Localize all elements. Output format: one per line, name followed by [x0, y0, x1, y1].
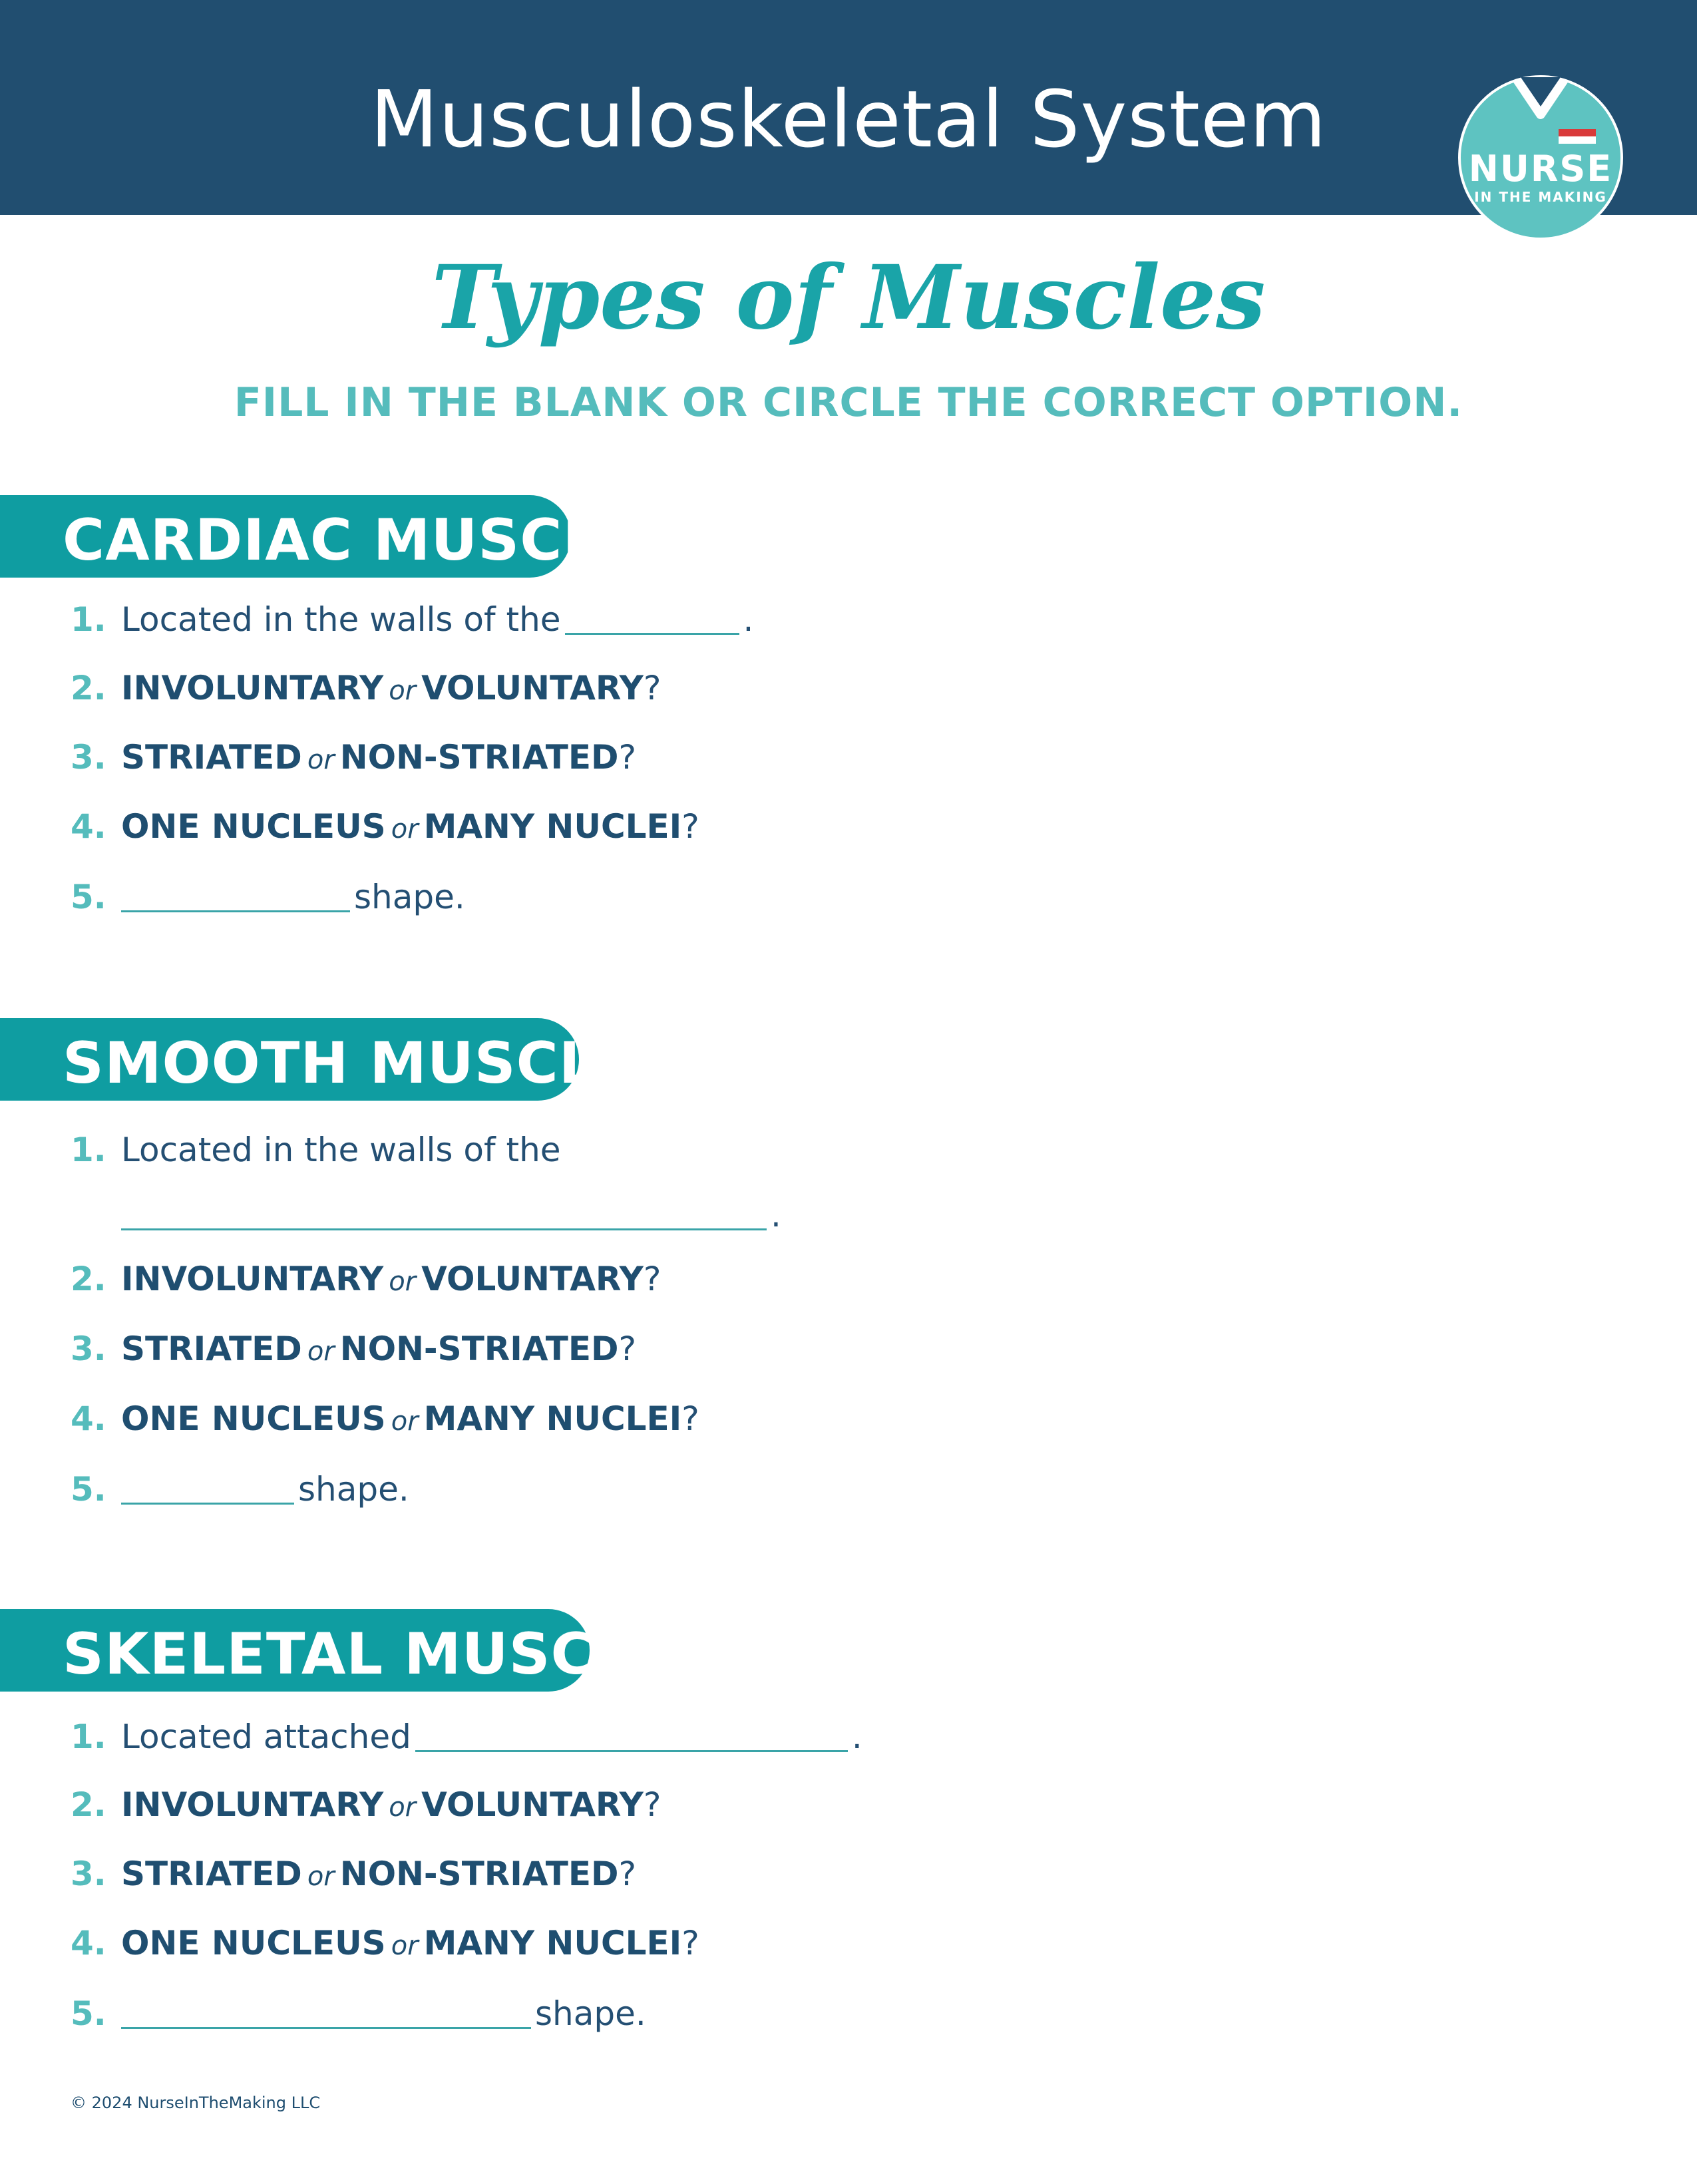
question-skeletal-5: [71, 1987, 646, 2040]
option-involuntary[interactable]: INVOLUNTARY: [121, 1260, 384, 1298]
option-voluntary[interactable]: VOLUNTARY: [421, 1260, 644, 1298]
option-non-striated[interactable]: NON-STRIATED: [339, 1855, 619, 1893]
option-non-striated[interactable]: NON-STRIATED: [339, 1330, 619, 1368]
question-cardiac-1: [71, 593, 753, 646]
option-one-nucleus[interactable]: ONE NUCLEUS: [121, 1924, 386, 1962]
punctuation: ?: [681, 807, 699, 846]
option-striated[interactable]: STRIATED: [121, 738, 302, 777]
instructions: FILL IN THE BLANK OR CIRCLE THE CORRECT OPTION.: [234, 379, 1463, 426]
option-striated[interactable]: STRIATED: [121, 1855, 302, 1893]
question-number: 1.: [71, 600, 106, 639]
answer-blank[interactable]: [121, 1503, 294, 1505]
option-one-nucleus[interactable]: ONE NUCLEUS: [121, 807, 386, 846]
question-number: 2.: [71, 1785, 106, 1824]
section-title: CARDIAC MUSCLE: [63, 507, 640, 574]
question-smooth-1: [71, 1123, 561, 1177]
option-many-nuclei[interactable]: MANY NUCLEI: [423, 1924, 682, 1962]
question-skeletal-4: [71, 1916, 699, 1970]
option-voluntary[interactable]: VOLUNTARY: [421, 669, 644, 707]
question-smooth-4: [71, 1392, 699, 1445]
question-skeletal-1: [71, 1710, 862, 1763]
question-text: shape.: [535, 1994, 646, 2033]
section-header-cardiac: [0, 495, 640, 578]
logo-subtext: IN THE MAKING: [1474, 189, 1607, 205]
section-title: SKELETAL MUSCLE: [63, 1621, 671, 1688]
question-smooth-1-blank: [71, 1188, 781, 1242]
option-involuntary[interactable]: INVOLUNTARY: [121, 669, 384, 707]
or-connector: or: [307, 1336, 335, 1367]
question-cardiac-3: [71, 731, 636, 784]
logo-text: NURSE: [1468, 148, 1613, 190]
option-many-nuclei[interactable]: MANY NUCLEI: [423, 807, 682, 846]
copyright-footer: © 2024 NurseInTheMaking LLC: [71, 2093, 321, 2112]
or-connector: or: [391, 814, 419, 844]
question-number: 3.: [71, 1330, 106, 1368]
question-cardiac-2: [71, 661, 661, 715]
question-text: Located in the walls of the: [121, 600, 561, 639]
punctuation: ?: [643, 1785, 661, 1824]
question-number: 5.: [71, 878, 106, 916]
or-connector: or: [391, 1930, 419, 1961]
section-header-skeletal: [0, 1609, 671, 1692]
page-title: Musculoskeletal System: [370, 73, 1327, 165]
punctuation: ?: [618, 1330, 637, 1368]
answer-blank[interactable]: [121, 1228, 767, 1230]
question-number: 3.: [71, 738, 106, 777]
question-smooth-3: [71, 1322, 636, 1375]
question-smooth-5: [71, 1463, 409, 1516]
option-one-nucleus[interactable]: ONE NUCLEUS: [121, 1399, 386, 1438]
question-text: Located in the walls of the: [121, 1131, 561, 1169]
or-connector: or: [307, 1861, 335, 1892]
question-number: 4.: [71, 1399, 106, 1438]
option-voluntary[interactable]: VOLUNTARY: [421, 1785, 644, 1824]
question-text: shape.: [354, 878, 465, 916]
or-connector: or: [389, 1792, 417, 1823]
punctuation: ?: [681, 1924, 699, 1962]
question-cardiac-5: [71, 870, 465, 924]
punctuation: .: [771, 1196, 781, 1234]
answer-blank[interactable]: [565, 633, 739, 635]
or-connector: or: [307, 745, 335, 775]
or-connector: or: [391, 1406, 419, 1437]
section-title: SMOOTH MUSCLE: [63, 1030, 636, 1097]
punctuation: .: [851, 1718, 862, 1756]
question-number: 5.: [71, 1470, 106, 1509]
question-number: 3.: [71, 1855, 106, 1893]
question-smooth-2: [71, 1252, 661, 1306]
punctuation: .: [743, 600, 754, 639]
punctuation: ?: [681, 1399, 699, 1438]
question-skeletal-2: [71, 1778, 661, 1831]
question-number: 1.: [71, 1131, 106, 1169]
worksheet-subtitle: Types of Muscles: [431, 246, 1266, 349]
question-number: 1.: [71, 1718, 106, 1756]
or-connector: or: [389, 675, 417, 706]
header-bar: [0, 0, 1697, 215]
question-number: 2.: [71, 669, 106, 707]
answer-blank[interactable]: [415, 1750, 848, 1752]
punctuation: ?: [643, 669, 661, 707]
question-number: 2.: [71, 1260, 106, 1298]
answer-blank[interactable]: [121, 2027, 531, 2029]
or-connector: or: [389, 1266, 417, 1297]
question-number: 4.: [71, 807, 106, 846]
question-cardiac-4: [71, 800, 699, 853]
question-skeletal-3: [71, 1847, 636, 1901]
option-involuntary[interactable]: INVOLUNTARY: [121, 1785, 384, 1824]
punctuation: ?: [643, 1260, 661, 1298]
question-number: 5.: [71, 1994, 106, 2033]
option-non-striated[interactable]: NON-STRIATED: [339, 738, 619, 777]
punctuation: ?: [618, 738, 637, 777]
question-text: Located attached: [121, 1718, 411, 1756]
option-striated[interactable]: STRIATED: [121, 1330, 302, 1368]
punctuation: ?: [618, 1855, 637, 1893]
option-many-nuclei[interactable]: MANY NUCLEI: [423, 1399, 682, 1438]
answer-blank[interactable]: [121, 910, 350, 912]
question-text: shape.: [298, 1470, 409, 1509]
question-number: 4.: [71, 1924, 106, 1962]
section-header-smooth: [0, 1018, 636, 1101]
